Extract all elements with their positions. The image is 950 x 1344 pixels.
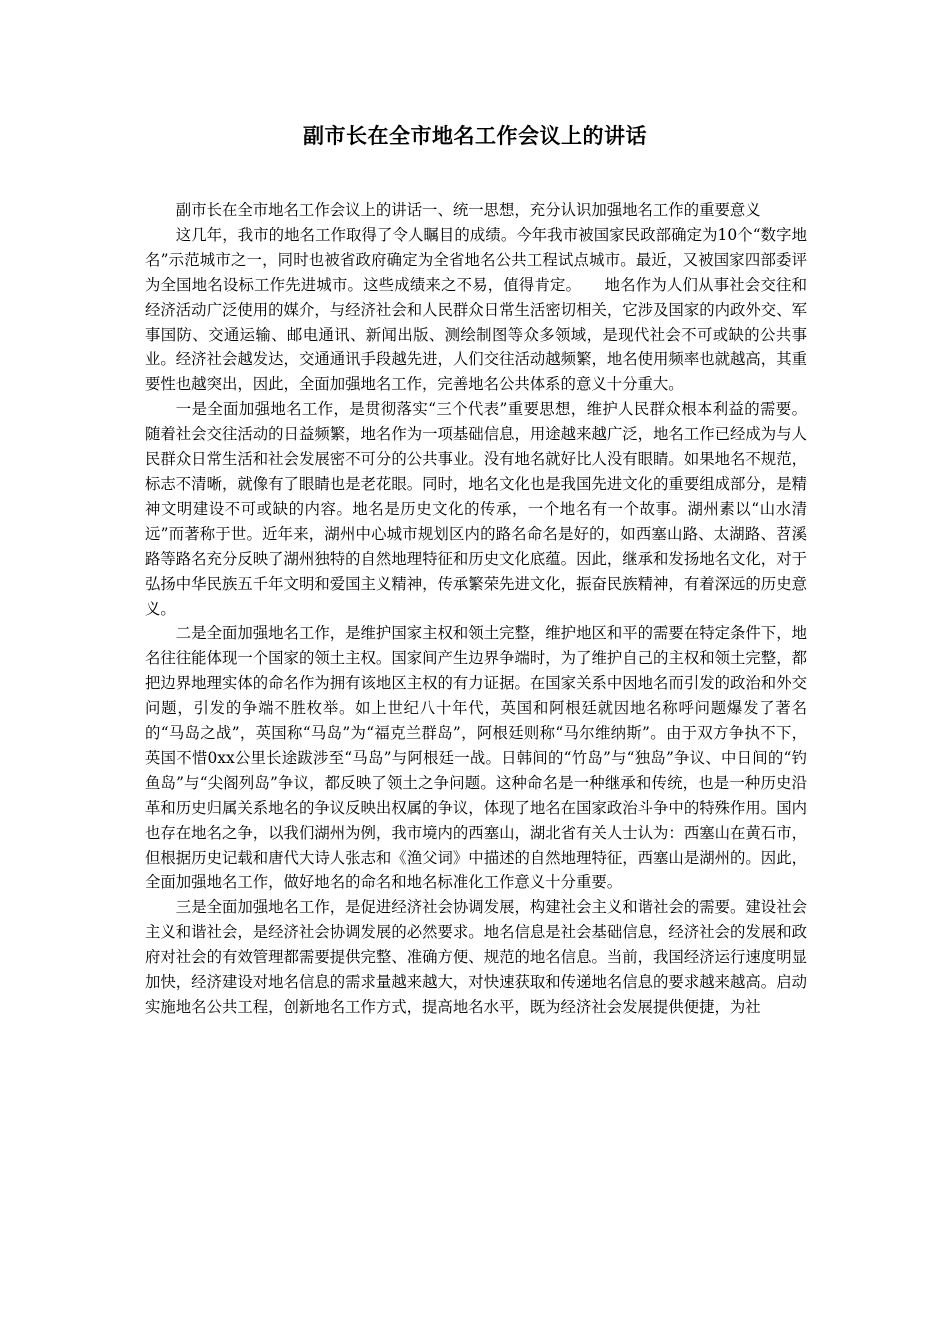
- document-title: 副市长在全市地名工作会议上的讲话: [303, 123, 647, 148]
- paragraph-intro: 副市长在全市地名工作会议上的讲话一、统一思想，充分认识加强地名工作的重要意义: [175, 201, 761, 219]
- document-body: [145, 198, 807, 1020]
- paragraph-point-two: 二是全面加强地名工作，是维护国家主权和领土完整，维护地区和平的需要在特定条件下，地名往往能体现一个国家的领土主权。国家间产生边界争端时，为了维护自己的主权和领土完整，都把边界地理实体的命名作为拥有该地区主权的有力证据。在国家关系中因地名而引发的政治和外交问题，引发的争端不胜枚举。如上世纪八十年代，英国和阿根廷就因地名称呼问题爆发了著名的“马岛之战”，英国称“马岛”为“福克兰群岛”，阿根廷则称“马尔维纳斯”。由于双方争执不下，英国不惜0xx公里长途跋涉至“马岛”与阿根廷一战。日韩间的“竹岛”与“独岛”争议、中日间的“钓鱼岛”与“尖阁列岛”争议，都反映了领土之争问题。这种命名是一种继承和传统，也是一种历史沿革和历史归属关系地名的争议反映出权属的争议，体现了地名在国家政治斗争中的特殊作用。国内也存在地名之争，以我们湖州为例，我市境内的西塞山，湖北省有关人士认为：西塞山在黄石市，但根据历史记载和唐代大诗人张志和《渔父词》中描述的自然地理特征，西塞山是湖州的。因此，全面加强地名工作，做好地名的命名和地名标准化工作意义十分重要。: [145, 624, 807, 892]
- paragraph-achievements: 这几年，我市的地名工作取得了令人瞩目的成绩。今年我市被国家民政部确定为10个“数字地名”示范城市之一，同时也被省政府确定为全省地名公共工程试点城市。最近，又被国家四部委评为全国地名设标工作先进城市。这些成绩来之不易，值得肯定。 地名作为人们从事社会交往和经济活动广泛使用的媒介，与经济社会和人民群众日常生活密切相关，它涉及国家的内政外交、军事国防、交通运输、邮电通讯、新闻出版、测绘制图等众多领域，是现代社会不可或缺的公共事业。经济社会越发达，交通通讯手段越先进，人们交往活动越频繁，地名使用频率也就越高，其重要性也越突出，因此，全面加强地名工作，完善地名公共体系的意义十分重大。: [145, 225, 807, 394]
- paragraph-point-one: 一是全面加强地名工作，是贯彻落实“三个代表”重要思想，维护人民群众根本利益的需要。随着社会交往活动的日益频繁，地名作为一项基础信息，用途越来越广泛，地名工作已经成为与人民群众日常生活和社会发展密不可分的公共事业。没有地名就好比人没有眼睛。如果地名不规范，标志不清晰，就像有了眼睛也是老花眼。同时，地名文化也是我国先进文化的重要组成部分，是精神文明建设不可或缺的内容。地名是历史文化的传承，一个地名有一个故事。湖州素以“山水清远”而著称于世。近年来，湖州中心城市规划区内的路名命名是好的，如西塞山路、太湖路、苕溪路等路名充分反映了湖州独特的自然地理特征和历史文化底蕴。因此，继承和发扬地名文化，对于弘扬中华民族五千年文明和爱国主义精神，传承繁荣先进文化，振奋民族精神，有着深远的历史意义。: [145, 400, 807, 618]
- paragraph-point-three: 三是全面加强地名工作，是促进经济社会协调发展，构建社会主义和谐社会的需要。建设社会主义和谐社会，是经济社会协调发展的必然要求。地名信息是社会基础信息，经济社会的发展和政府对社会的有效管理都需要提供完整、准确方便、规范的地名信息。当前，我国经济运行速度明显加快，经济建设对地名信息的需求量越来越大，对快速获取和传递地名信息的要求越来越高。启动实施地名公共工程，创新地名工作方式，提高地名水平，既为经济社会发展提供便捷，为社: [145, 898, 807, 1016]
